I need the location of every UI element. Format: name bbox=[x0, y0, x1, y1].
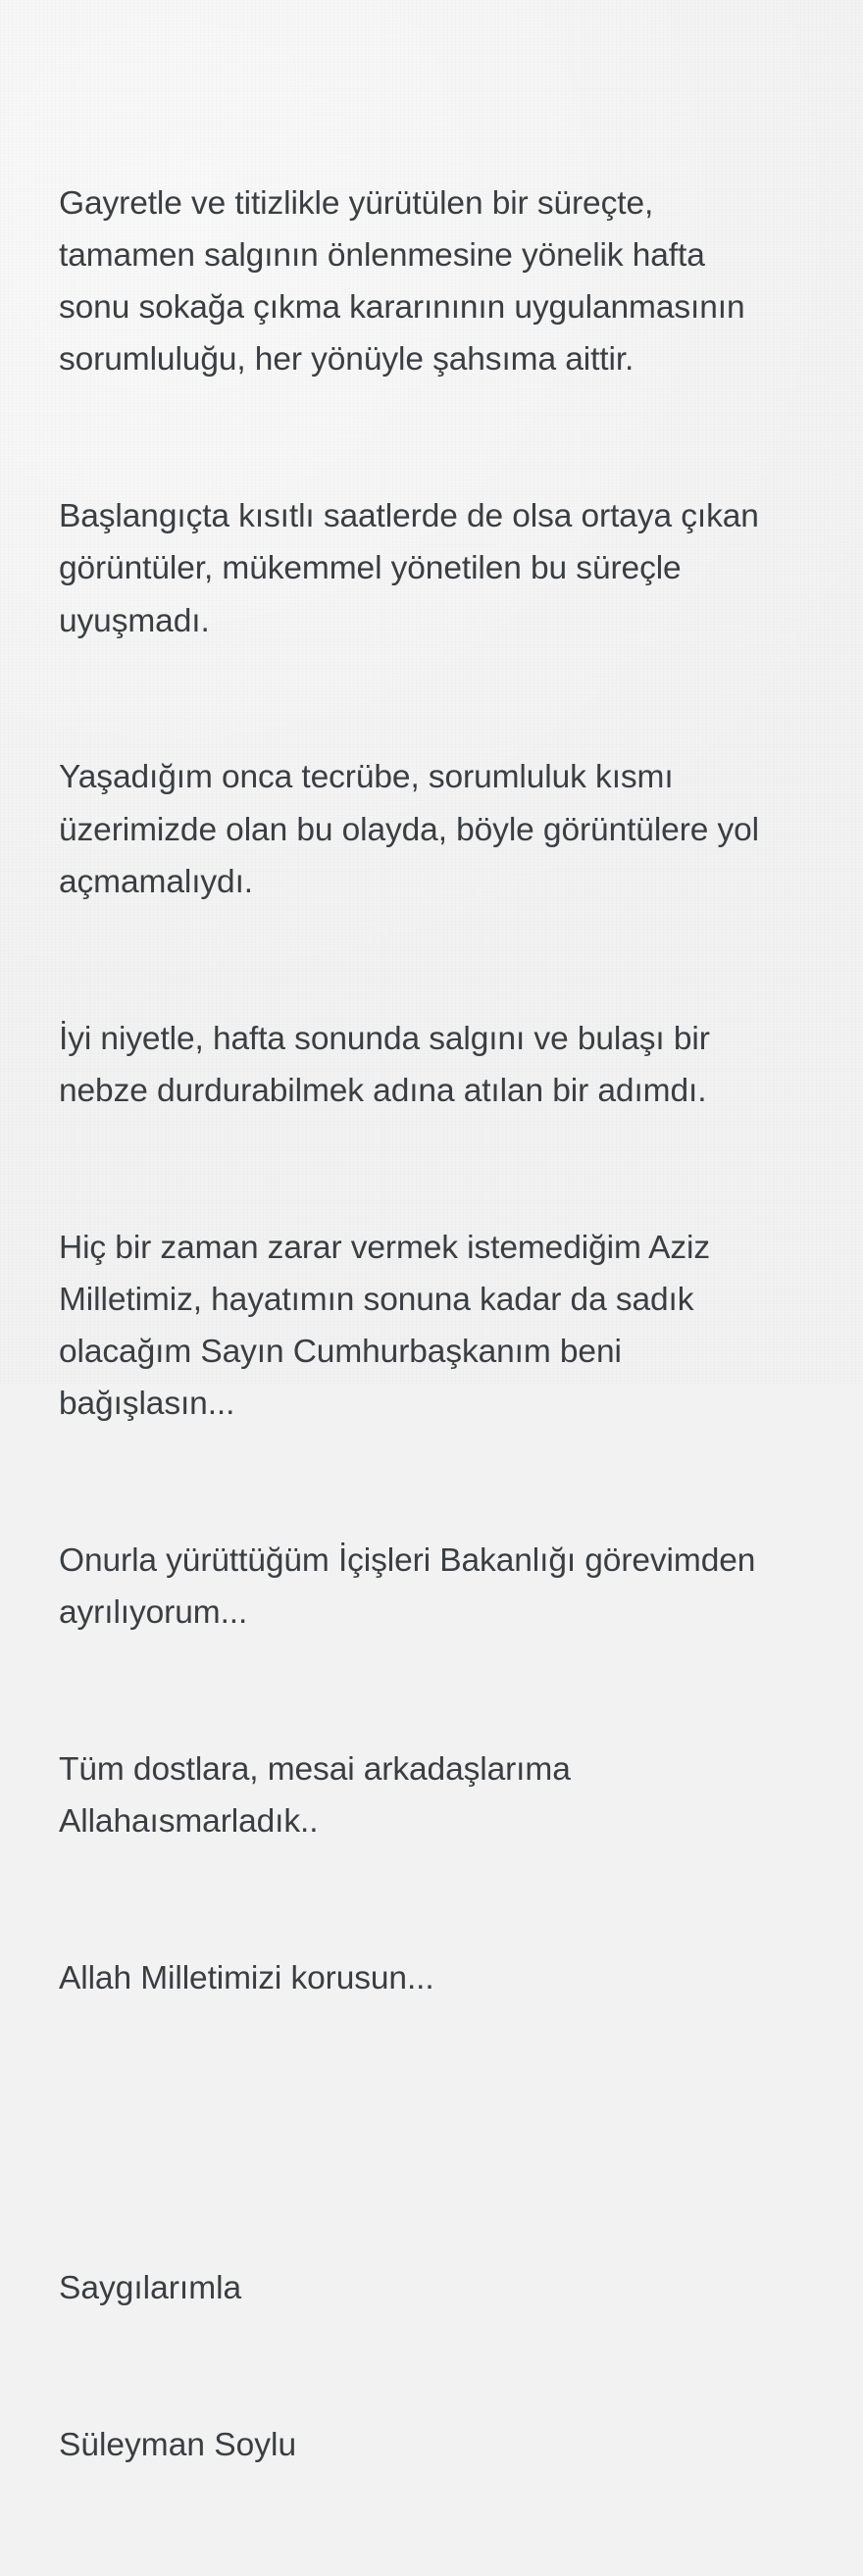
signature-block bbox=[59, 2158, 779, 2576]
statement-paragraph: Allah Milletimizi korusun... bbox=[59, 1960, 434, 1996]
statement-paragraph: Gayretle ve titizlikle yürütülen bir süreçte, tamamen salgının önlenmesine yönelik hafta sonu sokağa çıkma kararınının uygulanmasının sorumluluğu, her yönüyle şahsıma aittir. bbox=[59, 184, 754, 379]
statement-body bbox=[59, 73, 779, 2109]
statement-paragraph: İyi niyetle, hafta sonunda salgını ve bulaşı bir nebze durdurabilmek adına atılan bir adımdı. bbox=[59, 1020, 719, 1109]
statement-paragraph: Yaşadığım onca tecrübe, sorumluluk kısmı üzerimizde olan bu olayda, böyle görüntülere yol açmamalıydı. bbox=[59, 759, 769, 900]
closing-line: Saygılarımla bbox=[59, 2270, 242, 2307]
statement-paragraph: Onurla yürüttüğüm İçişleri Bakanlığı görevimden ayrılıyorum... bbox=[59, 1542, 765, 1632]
signature-spacer bbox=[59, 2109, 779, 2158]
statement-paragraph: Hiç bir zaman zarar vermek istemediğim Aziz Milletimiz, hayatımın sonuna kadar da sadık olacağım Sayın Cumhurbaşkanım beni bağışlasın... bbox=[59, 1229, 720, 1423]
statement-paragraph: Başlangıçta kısıtlı saatlerde de olsa ortaya çıkan görüntüler, mükemmel yönetilen bu süreçle uyuşmadı. bbox=[59, 498, 768, 639]
statement-paragraph: Tüm dostlara, mesai arkadaşlarıma Allahaısmarladık.. bbox=[59, 1751, 579, 1841]
signature-name: Süleyman Soylu bbox=[59, 2427, 297, 2463]
